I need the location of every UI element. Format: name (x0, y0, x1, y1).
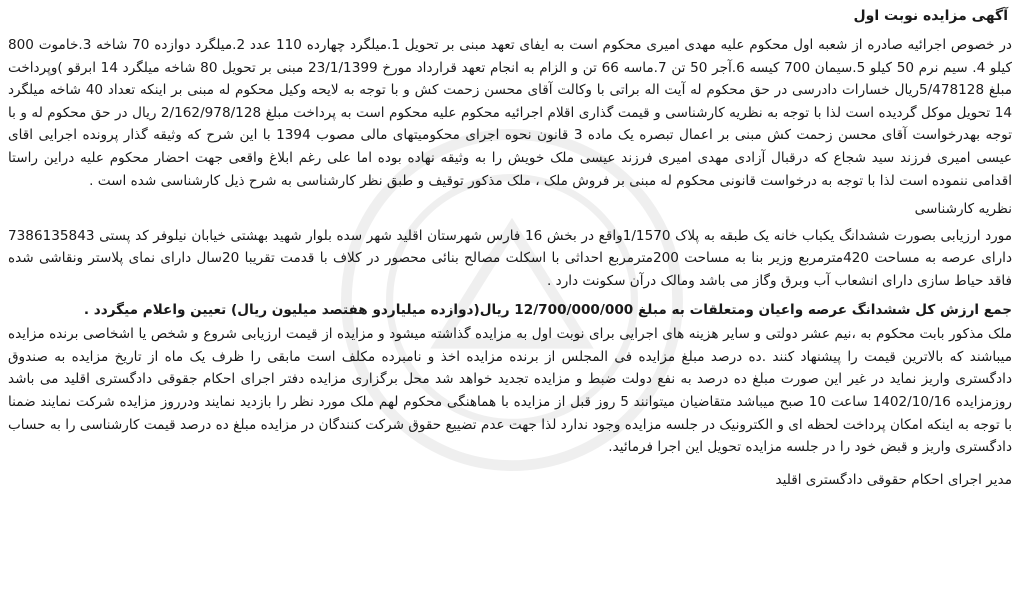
case-description-paragraph: در خصوص اجرائیه صادره از شعبه اول محکوم علیه مهدی امیری محکوم است به ایفای تعهد مبنی بر تحویل 1.میلگرد چهارده 110 عدد 2.میلگرد دوازده 70 شاخه 3.خاموت 800 کیلو 4. سیم نرم 50 کیلو 5.سیمان 700 کیسه 6.آجر 50 تن 7.ماسه 66 تن و الزام به انجام تعهد قرارداد مورخ 23/1/1399 مبنی بر تحویل 80 شاخه میلگرد 14 ابرقو )وپرداخت مبلغ 5/478128ریال خسارات دادرسی در حق محکوم له آیت اله براتی با وکالت آقای محسن زحمت کش و با توجه به لایحه وکیل محکوم له مبنی بر اینکه تعداد 40 شاخه میلگرد 14 تحویل موکل گردیده است لذا با توجه به نظریه کارشناسی و قیمت گذاری اقلام اجرائیه محکوم علیه محکوم است به پرداخت مبلغ 2/162/978/128 ریال در حق محکوم له و با توجه بهدرخواست آقای محسن زحمت کش مبنی بر اعمال تبصره یک ماده 3 قانون نحوه اجرای محکومیتهای مالی مصوب 1394 با این شرح که وثیقه گذار پرونده اجرایی اقای عیسی امیری فرزند سید شجاع که درقبال آزادی مهدی امیری فرزند عیسی ملک خویش را به وثیقه نهاده بوده اما علی رغم ابلاغ واقعی جهت احضار محکوم علیه دراین راستا اقدامی ننموده است لذا با توجه به درخواست قانونی محکوم له مبنی بر فروش ملک ، ملک مذکور توقیف و طبق نظر کارشناسی به شرح ذیل کارشناسی شده است . (8, 37, 1013, 189)
valuation-statement: جمع ارزش کل ششدانگ عرصه واعیان ومتعلقات به مبلغ 12/700/000/000 ریال(دوازده میلیاردو هفتصد میلیون ریال) تعیین واعلام میگردد . (83, 301, 1012, 318)
notice-title: آگهی مزایده نوبت اول (853, 8, 1008, 24)
expert-opinion-heading: نظریه کارشناسی (914, 201, 1012, 218)
signature-line: مدیر اجرای احکام حقوقی دادگستری اقلید (775, 471, 1012, 488)
auction-terms-paragraph: ملک مذکور بابت محکوم به ،نیم عشر دولتی و سایر هزینه های اجرایی برای نوبت اول به مزایده گذاشته میشود و مزایده از قیمت ارزیابی شروع و شخص یا اشخاصی برنده مزایده میباشند که بالاترین قیمت را پیشنهاد کنند .ده درصد مبلغ مزایده فی المجلس از برنده مزایده اخذ و نامبرده مکلف است مابقی را ظرف یک ماه از تاریخ مزایده به صندوق دادگستری واریز نماید در غیر این صورت مبلغ ده درصد به نفع دولت ضبط و مزایده تجدید خواهد شد محل برگزاری مزایده دفتر اجرای احکام جقوقی دادگستری اقلید می باشد روزمزایده 1402/10/16 ساعت 10 صبح میباشد متقاضیان میتوانند 5 روز قبل از مزایده با هماهنگی محکوم لهم ملک مورد نظر را بازدید نمایند ودرروز مزایده شرکت نمایند ضمنا با توجه به اینکه امکان پرداخت لحظه ای و الکترونیک در جلسه مزایده وجود ندارد لذا جهت عدم تضییع حقوق شرکت کنندگان در مزایده مبلغ ده درصد قیمت کارشناسی را به حساب دادگستری واریز و قبض خود را در جلسه مزایده تحویل این اجرا فرمائید. (8, 326, 1012, 456)
property-description-paragraph: مورد ارزیابی بصورت ششدانگ یکباب خانه یک طبقه به پلاک 1/1570واقع در بخش 16 فارس شهرستان اقلید شهر سده بلوار شهید بهشتی خیابان نیلوفر کد پستی 7386135843 دارای عرصه به مساحت 420مترمربع وزیر بنا به مساحت 200مترمربع احداثی با اسکلت مصالح بنائی محصور در کلاف با قدمت تقریبا 20سال دارای نمای پلاستر ونقاشی شده فاقد حیاط سازی دارای انشعاب آب وبرق وگاز می باشد ومالک درآن سکونت دارد . (8, 227, 1013, 289)
